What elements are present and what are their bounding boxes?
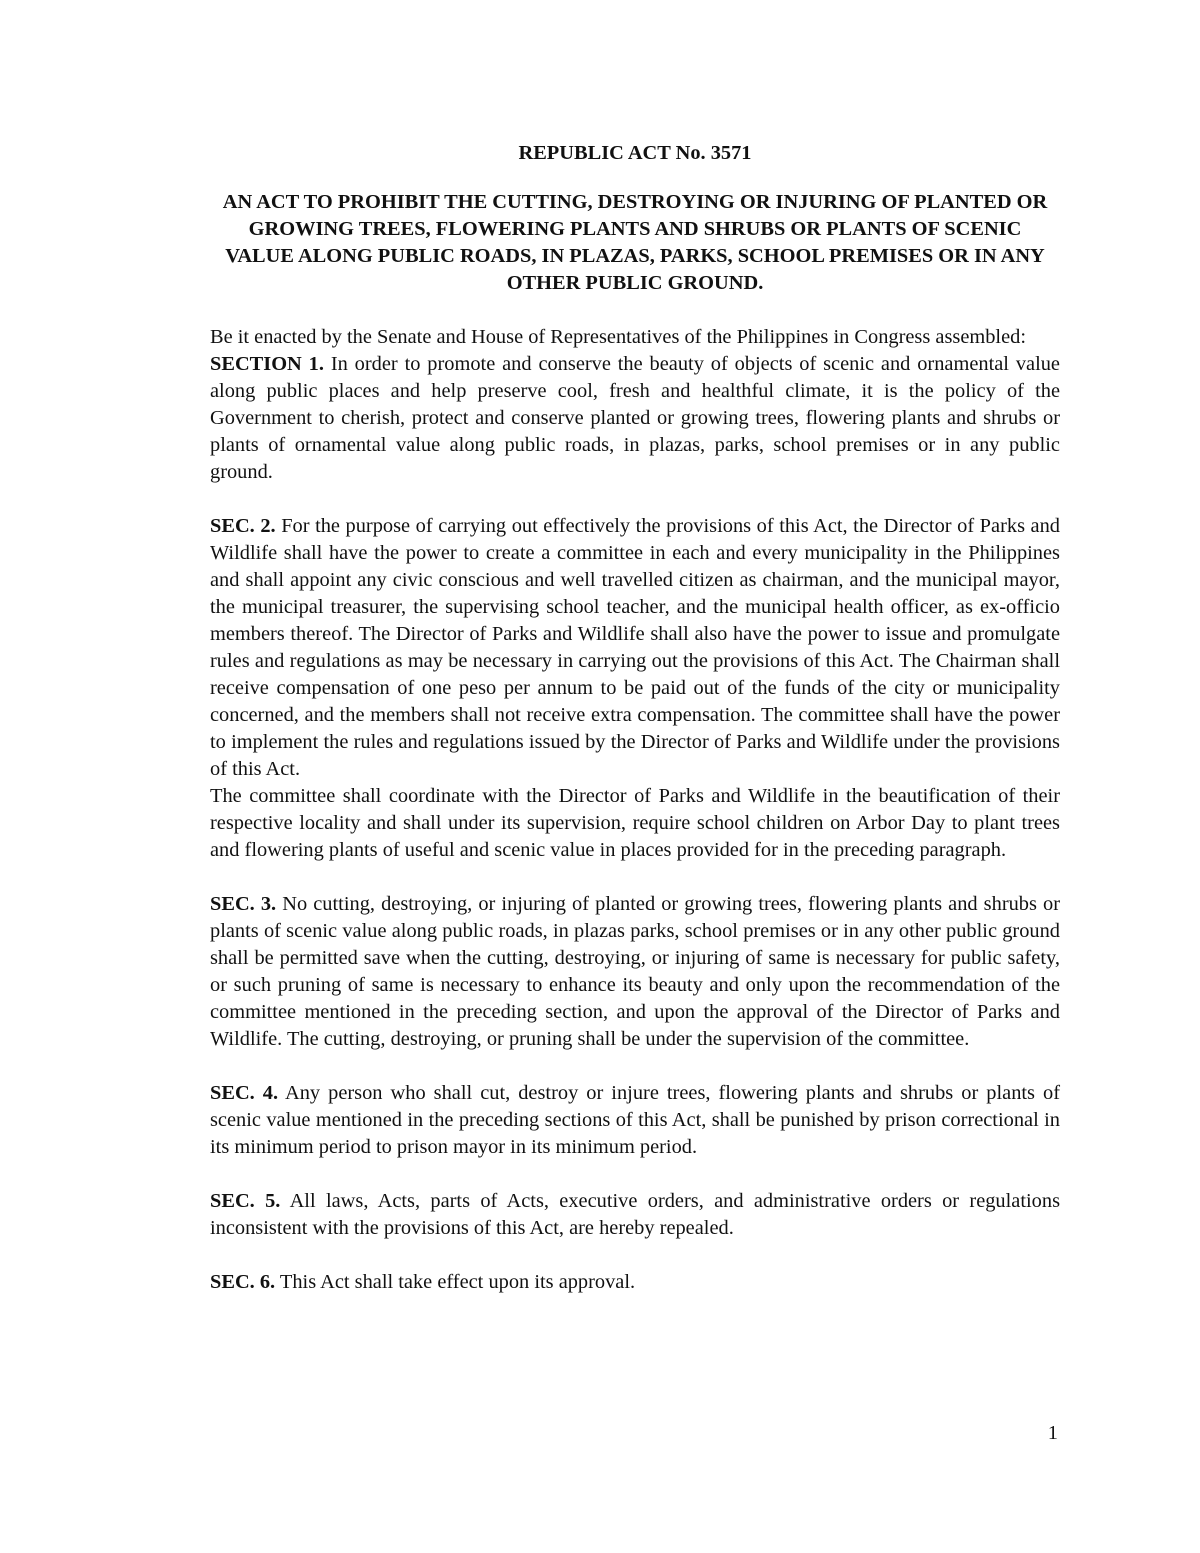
act-title: AN ACT TO PROHIBIT THE CUTTING, DESTROYING OR INJURING OF PLANTED OR GROWING TREES, FLOWERING PLANTS AND SHRUBS OR PLANTS OF SCENIC VALUE ALONG PUBLIC ROADS, IN PLAZAS, PARKS, SCHOOL PREMISES OR IN ANY OTHER PUBLIC GROUND. (222, 191, 1048, 294)
section-text: No cutting, destroying, or injuring of planted or growing trees, flowering plants and shrubs or plants of scenic value along public roads, in plazas parks, school premises or in any other public ground shall be permitted save when the cutting, destroying, or injuring of same is necessary for public safety, or such pruning of same is necessary to enhance its beauty and only upon the recommendation of the committee mentioned in the preceding section, and upon the approval of the Director of Parks and Wildlife. The cutting, destroying, or pruning shall be under the supervision of the committee. (210, 893, 1061, 1050)
section-label: SEC. 4. (210, 1082, 279, 1104)
section-5 (210, 1188, 1060, 1242)
section-1 (210, 351, 1060, 486)
section-3 (210, 891, 1060, 1053)
section-label: SEC. 3. (210, 893, 277, 915)
section-text: All laws, Acts, parts of Acts, executive orders, and administrative orders or regulations inconsistent with the provisions of this Act, are hereby repealed. (210, 1190, 1061, 1239)
document-page (210, 140, 1060, 1296)
section-2-paragraph-2: The committee shall coordinate with the Director of Parks and Wildlife in the beautification of their respective locality and shall under its supervision, require school children on Arbor Day to plant trees and flowering plants of useful and scenic value in places provided for in the preceding paragraph. (210, 785, 1060, 861)
enacting-clause: Be it enacted by the Senate and House of Representatives of the Philippines in Congress assembled: (210, 326, 1027, 348)
section-label: SECTION 1. (210, 353, 324, 375)
section-text: This Act shall take effect upon its approval. (279, 1271, 636, 1293)
section-text: In order to promote and conserve the beauty of objects of scenic and ornamental value along public places and help preserve cool, fresh and healthful climate, it is the policy of the Government to cherish, protect and conserve planted or growing trees, flowering plants and shrubs or plants of ornamental value along public roads, in plazas, parks, school premises or in any public ground. (210, 353, 1060, 483)
section-label: SEC. 6. (210, 1271, 276, 1293)
section-2 (210, 513, 1060, 783)
section-6 (210, 1269, 1060, 1296)
act-number-heading: REPUBLIC ACT No. 3571 (518, 142, 752, 164)
section-4 (210, 1080, 1060, 1161)
page-number: 1 (1047, 1422, 1058, 1444)
section-text: For the purpose of carrying out effectively the provisions of this Act, the Director of Parks and Wildlife shall have the power to create a committee in each and every municipality in the Philippines and shall appoint any civic conscious and well travelled citizen as chairman, and the municipal mayor, the municipal treasurer, the supervising school teacher, and the municipal health officer, as ex-officio members thereof. The Director of Parks and Wildlife shall also have the power to issue and promulgate rules and regulations as may be necessary in carrying out the provisions of this Act. The Chairman shall receive compensation of one peso per annum to be paid out of the funds of the city or municipality concerned, and the members shall not receive extra compensation. The committee shall have the power to implement the rules and regulations issued by the Director of Parks and Wildlife under the provisions of this Act. (210, 515, 1060, 780)
section-text: Any person who shall cut, destroy or injure trees, flowering plants and shrubs or plants of scenic value mentioned in the preceding sections of this Act, shall be punished by prison correctional in its minimum period to prison mayor in its minimum period. (210, 1082, 1060, 1158)
section-label: SEC. 5. (210, 1190, 281, 1212)
section-label: SEC. 2. (210, 515, 276, 537)
